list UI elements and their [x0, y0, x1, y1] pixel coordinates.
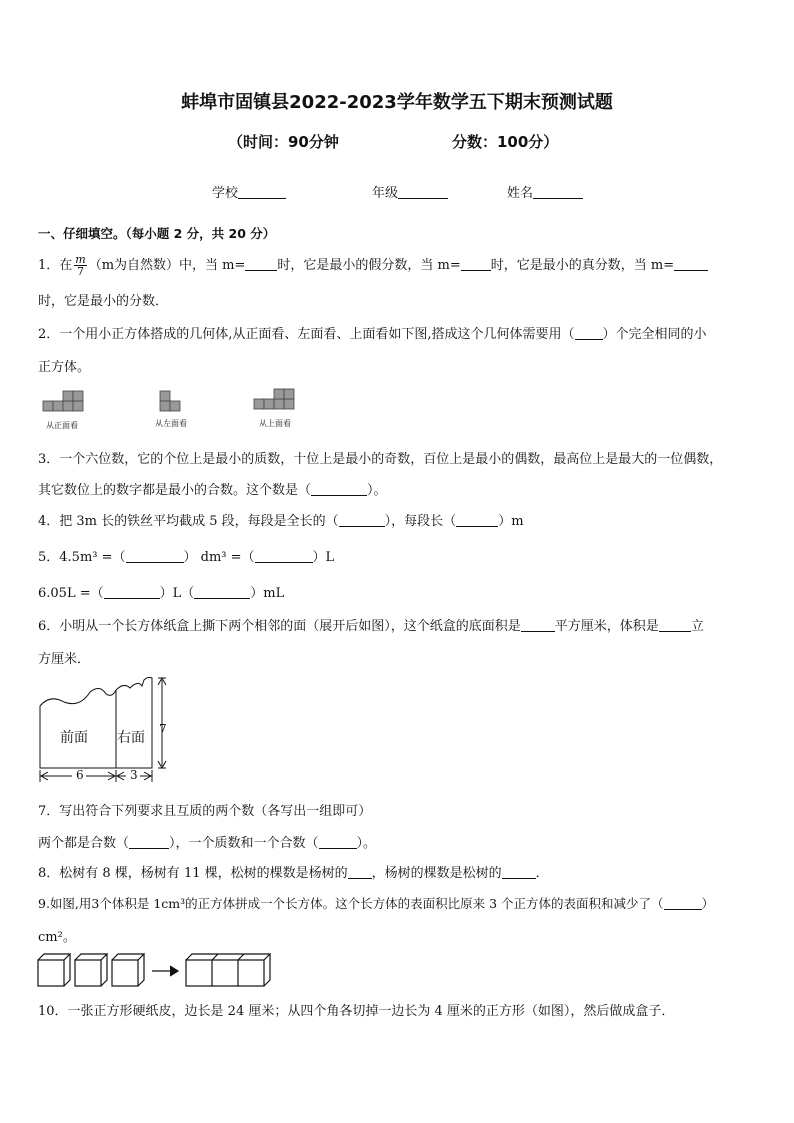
- q5-line2: [38, 582, 284, 601]
- exam-time: （时间：90分钟: [228, 133, 339, 151]
- q5-blank-3[interactable]: [104, 585, 160, 599]
- q4-blank-1[interactable]: [339, 513, 385, 527]
- q4-text-b: ），每段长（: [384, 514, 457, 529]
- arrow-head: [170, 966, 178, 976]
- grade-label: 年级: [372, 186, 399, 201]
- width-dimension: 6: [76, 768, 84, 782]
- q6-blank-1[interactable]: [521, 618, 555, 632]
- q6-line2: 方厘米．: [38, 652, 91, 667]
- q1-text-b: 时，它是最小的假分数，当 m=: [277, 258, 461, 273]
- cube-1: [38, 954, 70, 986]
- q1-prefix: 1．在: [38, 258, 73, 273]
- q3-text-a: 其它数位上的数字都是最小的合数。这个数是（: [38, 483, 312, 498]
- q8-text-a: 8．松树有 8 棵，杨树有 11 棵，松树的棵数是杨树的: [38, 866, 348, 881]
- q6-blank-2[interactable]: [659, 618, 691, 632]
- q2-blank[interactable]: [575, 326, 603, 340]
- question-8: [38, 862, 549, 881]
- q2-text-b: ）个完全相同的小: [602, 327, 707, 342]
- top-view-caption: 从上面看: [259, 419, 291, 428]
- name-label: 姓名: [507, 186, 534, 201]
- cuboid: [186, 954, 270, 986]
- q8-text-b: ，杨树的棵数是松树的: [371, 866, 502, 881]
- q7-text-a: 两个都是合数（: [38, 836, 130, 851]
- question-3: 3．一个六位数，它的个位上是最小的质数，十位上是最小的奇数，百位上是最小的偶数，最高位上是最大的一位偶数，: [38, 452, 723, 467]
- q8-blank-1[interactable]: [348, 865, 372, 879]
- q7-text-b: ），一个质数和一个合数（: [169, 836, 319, 851]
- q5-blank-1[interactable]: [126, 549, 184, 563]
- torn-box-figure: [34, 672, 174, 790]
- question-1: [38, 254, 708, 277]
- q7-text-c: ）。: [356, 836, 377, 851]
- exam-score: 分数：100分）: [452, 133, 559, 151]
- q5-text-f: ）mL: [250, 586, 285, 601]
- q4-text-a: 4．把 3m 长的铁丝平均截成 5 段，每段是全长的（: [38, 514, 339, 529]
- height-dimension: 7: [159, 722, 167, 736]
- q4-text-c: ）m: [498, 514, 524, 529]
- q5-text-b: ） dm³ =（: [183, 550, 255, 565]
- q5-text-c: ）L: [312, 550, 335, 565]
- question-5: [38, 546, 334, 565]
- top-view-figure: [253, 385, 299, 413]
- q9-line2: cm²。: [38, 930, 76, 945]
- school-blank[interactable]: [238, 184, 286, 199]
- front-face-label: 前面: [60, 730, 88, 746]
- q5-text-e: ）L（: [159, 586, 195, 601]
- name-blank[interactable]: [533, 184, 583, 199]
- page-title: 蚌埠市固镇县2022-2023学年数学五下期末预测试题: [181, 92, 613, 113]
- grade-blank[interactable]: [398, 184, 448, 199]
- grade-field: [372, 182, 448, 201]
- question-2: [38, 323, 707, 342]
- q3-blank[interactable]: [311, 482, 367, 496]
- cube-3: [112, 954, 144, 986]
- fraction-m-over-7: [74, 254, 86, 277]
- q7-blank-1[interactable]: [129, 835, 169, 849]
- question-10: 10．一张正方形硬纸皮，边长是 24 厘米；从四个角各切掉一边长为 4 厘米的正方形（如图），然后做成盒子．: [38, 1004, 675, 1019]
- q8-text-c: ．: [535, 866, 549, 881]
- q6-text-c: 立: [690, 619, 704, 634]
- fraction-numerator: m: [75, 253, 86, 266]
- right-face-label: 右面: [117, 730, 145, 746]
- fraction-denominator: 7: [77, 265, 84, 278]
- school-field: [212, 182, 286, 201]
- q8-blank-2[interactable]: [502, 865, 536, 879]
- left-view-caption: 从左面看: [155, 419, 187, 428]
- right-face-outline: [116, 677, 152, 768]
- q6-text-a: 6．小明从一个长方体纸盒上撕下两个相邻的面（展开后如图），这个纸盒的底面积是: [38, 619, 521, 634]
- q3-line2: [38, 479, 387, 498]
- q9-blank[interactable]: [664, 896, 702, 910]
- q7-line2: [38, 832, 376, 851]
- depth-dimension: 3: [130, 768, 138, 782]
- q1-blank-3[interactable]: [674, 257, 708, 271]
- question-7: 7．写出符合下列要求且互质的两个数（各写出一组即可）: [38, 804, 372, 819]
- name-field: [507, 182, 583, 201]
- q1-blank-1[interactable]: [245, 257, 277, 271]
- q5-blank-2[interactable]: [255, 549, 313, 563]
- q5-text-d: 6.05L =（: [38, 586, 104, 601]
- question-9: [38, 894, 714, 912]
- cubes-figure: [36, 950, 272, 990]
- q9-text-b: ）: [701, 896, 715, 911]
- q6-text-b: 平方厘米，体积是: [554, 619, 659, 634]
- q1-text-a: （m为自然数）中，当 m=: [88, 258, 246, 273]
- q5-text-a: 5．4.5m³ =（: [38, 550, 126, 565]
- cube-2: [75, 954, 107, 986]
- q9-text-a: 9.如图,用3个体积是 1cm³的正方体拼成一个长方体。这个长方体的表面积比原来 3 个正方体的表面积和减少了（: [38, 896, 664, 911]
- front-view-caption: 从正面看: [46, 421, 78, 430]
- question-6: [38, 615, 704, 634]
- q2-line2: 正方体。: [38, 360, 91, 375]
- q1-line2: 时，它是最小的分数．: [38, 294, 169, 309]
- q1-text-c: 时，它是最小的真分数，当 m=: [490, 258, 675, 273]
- q2-text-a: 2．一个用小正方体搭成的几何体,从正面看、左面看、上面看如下图,搭成这个几何体需要用（: [38, 327, 575, 342]
- q5-blank-4[interactable]: [194, 585, 250, 599]
- q1-blank-2[interactable]: [461, 257, 491, 271]
- section-heading: 一、仔细填空。（每小题 2 分，共 20 分）: [38, 226, 276, 241]
- school-label: 学校: [212, 186, 239, 201]
- question-4: [38, 510, 524, 529]
- q4-blank-2[interactable]: [456, 513, 498, 527]
- q3-text-b: ）。: [367, 483, 387, 498]
- left-view-figure: [158, 385, 184, 413]
- front-view-figure: [42, 385, 88, 413]
- q7-blank-2[interactable]: [319, 835, 357, 849]
